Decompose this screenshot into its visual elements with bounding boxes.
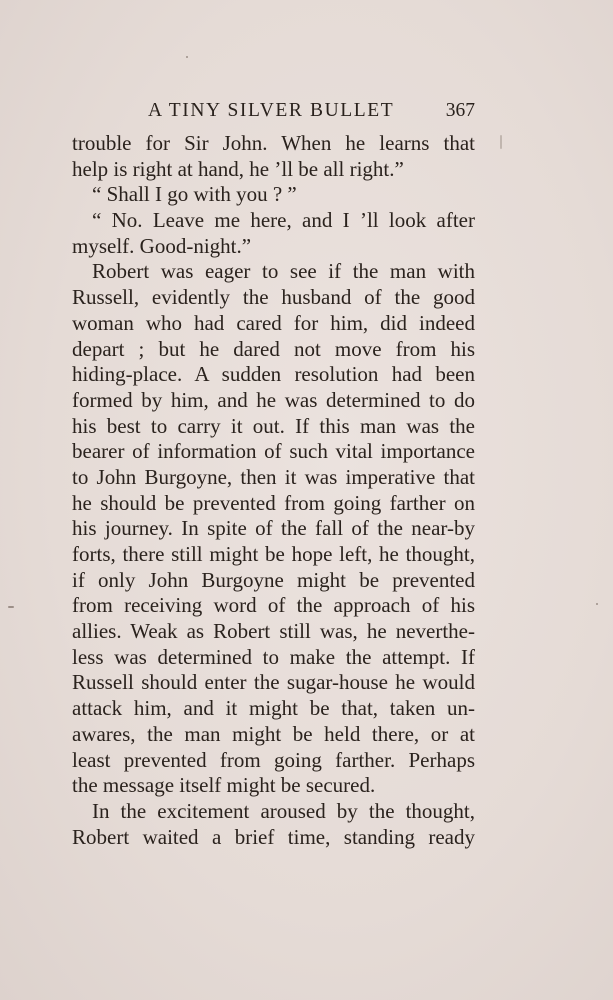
text-line: depart ; but he dared not move from his xyxy=(72,336,475,361)
running-title: A TINY SILVER BULLET xyxy=(148,100,395,121)
text-line: “ No. Leave me here, and I ’ll look after xyxy=(92,208,475,233)
text-line: to John Burgoyne, then it was imperative that xyxy=(72,464,475,489)
text-line: less was determined to make the attempt. If xyxy=(72,644,475,669)
text-line: from receiving word of the approach of his xyxy=(72,593,475,618)
paper-speck xyxy=(8,606,14,608)
text-line: myself. Good-night.” xyxy=(72,233,252,258)
text-line: Robert waited a brief time, standing ready xyxy=(72,824,475,849)
text-line: bearer of information of such vital importance xyxy=(72,439,475,464)
paper-speck xyxy=(186,56,188,58)
text-line: hiding-place. A sudden resolution had been xyxy=(72,362,475,387)
text-line: trouble for Sir John. When he learns that xyxy=(72,131,475,155)
text-line: least prevented from going farther. Perhaps xyxy=(72,747,475,772)
text-line: forts, there still might be hope left, he thought, xyxy=(72,542,475,566)
body-text xyxy=(72,131,475,850)
text-line: allies. Weak as Robert still was, he neverthe- xyxy=(72,619,475,644)
text-line: the message itself might be secured. xyxy=(72,773,376,798)
text-line: help is right at hand, he ’ll be all right.” xyxy=(72,156,404,181)
text-line: Robert was eager to see if the man with xyxy=(92,259,475,284)
text-line: he should be prevented from going farther on xyxy=(72,490,475,515)
running-head xyxy=(72,96,475,126)
text-line: awares, the man might be held there, or at xyxy=(72,721,475,746)
text-line: attack him, and it might be that, taken un- xyxy=(72,696,475,721)
text-line: In the excitement aroused by the thought, xyxy=(92,798,475,823)
paper-speck xyxy=(500,135,502,149)
text-line: his journey. In spite of the fall of the near-by xyxy=(72,516,475,541)
paper-speck xyxy=(596,603,598,605)
text-line: “ Shall I go with you ? ” xyxy=(92,182,297,207)
text-line: Russell should enter the sugar-house he would xyxy=(72,670,475,695)
text-line: if only John Burgoyne might be prevented xyxy=(72,567,475,592)
text-line: formed by him, and he was determined to do xyxy=(72,387,475,412)
text-line: woman who had cared for him, did indeed xyxy=(72,310,475,335)
text-line: his best to carry it out. If this man was the xyxy=(72,413,475,438)
text-line: Russell, evidently the husband of the good xyxy=(72,285,475,310)
page-number: 367 xyxy=(445,100,475,121)
